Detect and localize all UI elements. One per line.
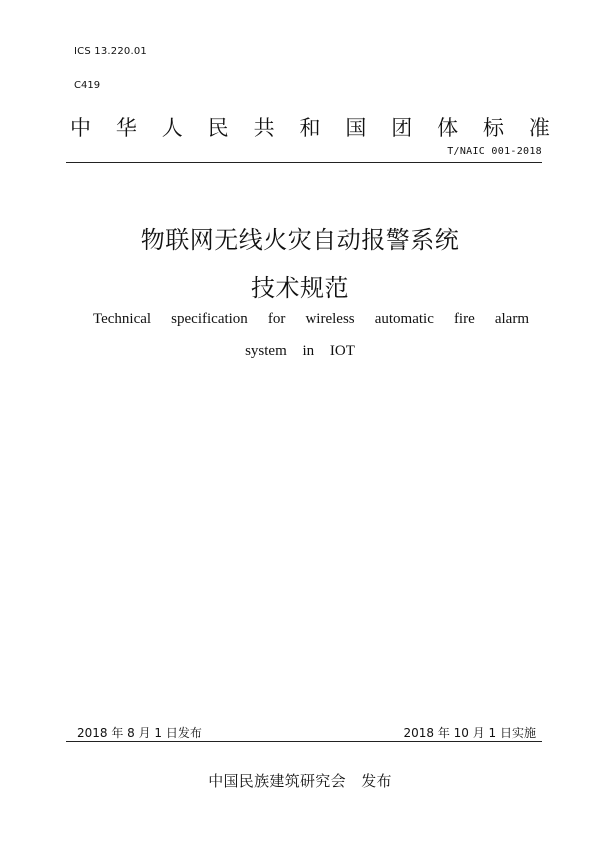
title-english-word: automatic — [374, 311, 434, 327]
standard-type-char: 体 — [437, 116, 459, 140]
standard-type-char: 华 — [115, 116, 137, 140]
ics-code: ICS 13.220.01 — [74, 46, 147, 57]
standard-type-char: 人 — [161, 116, 183, 140]
header-divider — [66, 162, 542, 163]
standard-type-char: 和 — [299, 116, 321, 140]
title-english-word: fire — [453, 311, 475, 327]
standard-type-char: 共 — [253, 116, 275, 140]
ccs-code: C419 — [74, 80, 101, 91]
publisher: 中国民族建筑研究会 发布 — [208, 772, 392, 790]
title-english-word: alarm — [494, 311, 529, 327]
title-chinese-line2: 技术规范 — [251, 274, 349, 302]
standard-type-char: 团 — [391, 116, 413, 140]
title-english-word: for — [267, 311, 286, 327]
implementation-date: 2018 年 10 月 1 日实施 — [403, 726, 536, 740]
title-chinese-line1: 物联网无线火灾自动报警系统 — [140, 226, 460, 254]
title-english-line2: system in IOT — [245, 343, 355, 359]
title-english-word: wireless — [305, 311, 355, 327]
standard-type-char: 中 — [70, 116, 91, 140]
issue-date: 2018 年 8 月 1 日发布 — [77, 726, 202, 740]
standard-number: T/NAIC 001-2018 — [447, 146, 542, 157]
footer-divider — [66, 741, 542, 742]
title-english-line1 — [93, 311, 529, 328]
standard-type-char: 标 — [483, 116, 505, 140]
standard-type-char: 民 — [207, 116, 229, 140]
standard-type-char: 准 — [528, 116, 550, 140]
title-english-word: Technical — [93, 311, 152, 327]
title-english-word: specification — [171, 311, 248, 327]
standard-type-char: 国 — [345, 116, 367, 140]
standard-type — [70, 118, 550, 139]
